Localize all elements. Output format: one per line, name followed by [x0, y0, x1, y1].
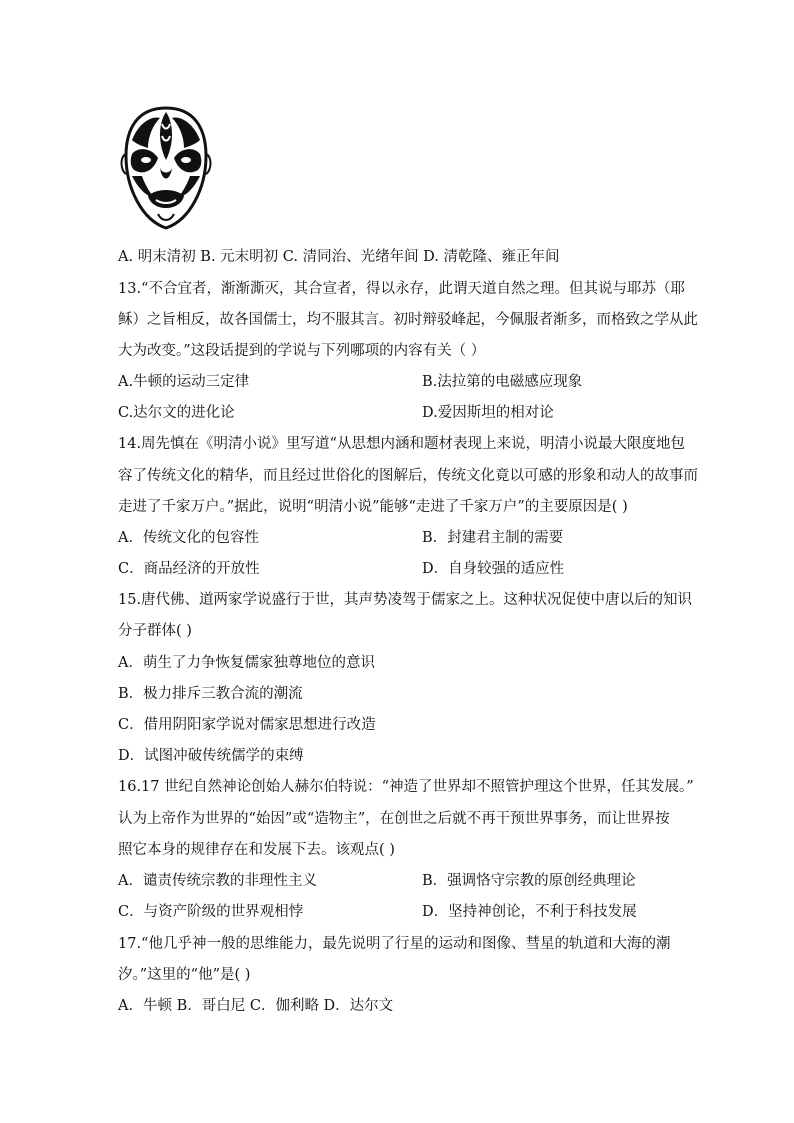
- q15-stem-line1: 15.唐代佛、道两家学说盛行于世，其声势凌驾于儒家之上。这种状况促使中唐以后的知识: [118, 592, 693, 608]
- q13-stem-line2: 稣）之旨相反，故各国儒士，均不服其言。初时辩驳峰起，今佩服者渐多，而格致之学从此: [118, 312, 698, 328]
- q14-option-a: A．传统文化的包容性: [118, 530, 259, 546]
- q16-stem-line1: 16.17 世纪自然神论创始人赫尔伯特说：“神造了世界却不照管护理这个世界，任其发展。”: [118, 779, 694, 795]
- peking-opera-mask-icon: [118, 104, 214, 232]
- q15-stem-line2: 分子群体( ): [118, 623, 192, 639]
- q17-stem-line1: 17.“他几乎神一般的思维能力，最先说明了行星的运动和图像、彗星的轨道和大海的潮: [118, 936, 671, 952]
- q16-option-d: D．坚持神创论，不利于科技发展: [422, 904, 637, 920]
- q16-option-a: A．谴责传统宗教的非理性主义: [118, 873, 317, 889]
- q13-option-d: D.爱因斯坦的相对论: [422, 405, 554, 421]
- q15-option-b: B．极力排斥三教合流的潮流: [118, 686, 303, 702]
- q14-stem-line2: 容了传统文化的精华，而且经过世俗化的图解后，传统文化竟以可感的形象和动人的故事而: [118, 468, 698, 484]
- q13-stem-line3: 大为改变。”这段话提到的学说与下列哪项的内容有关（ ）: [118, 343, 486, 359]
- q16-option-c: C．与资产阶级的世界观相悖: [118, 904, 304, 920]
- q12-options: A. 明末清初 B. 元末明初 C. 清同治、光绪年间 D. 清乾隆、雍正年间: [118, 249, 560, 265]
- q17-stem-line2: 汐。”这里的“他”是( ): [118, 967, 251, 983]
- q15-option-d: D．试图冲破传统儒学的束缚: [118, 748, 304, 764]
- q15-option-a: A．萌生了力争恢复儒家独尊地位的意识: [118, 655, 375, 671]
- q16-option-b: B．强调恪守宗教的原创经典理论: [422, 873, 636, 889]
- q13-option-c: C.达尔文的进化论: [118, 405, 235, 421]
- q14-option-b: B．封建君主制的需要: [422, 530, 564, 546]
- q16-stem-line3: 照它本身的规律存在和发展下去。该观点( ): [118, 842, 395, 858]
- q14-option-c: C．商品经济的开放性: [118, 561, 260, 577]
- q14-stem-line3: 走进了千家万户。”据此，说明“明清小说”能够“走进了千家万户”的主要原因是( ): [118, 499, 628, 515]
- q14-option-d: D．自身较强的适应性: [422, 561, 565, 577]
- q15-option-c: C．借用阴阳家学说对儒家思想进行改造: [118, 717, 376, 733]
- q17-options: A．牛顿 B．哥白尼 C．伽利略 D．达尔文: [118, 998, 394, 1014]
- q16-stem-line2: 认为上帝作为世界的“始因”或“造物主”，在创世之后就不再干预世界事务，而让世界按: [118, 811, 670, 827]
- q13-option-a: A.牛顿的运动三定律: [118, 374, 250, 390]
- q13-stem-line1: 13.“不合宜者，渐渐澌灭，其合宣者，得以永存，此谓天道自然之理。但其说与耶苏（耶: [118, 281, 685, 297]
- q14-stem-line1: 14.周先慎在《明清小说》里写道“从思想内涵和题材表现上来说，明清小说最大限度地包: [118, 436, 685, 452]
- q13-option-b: B.法拉第的电磁感应现象: [422, 374, 583, 390]
